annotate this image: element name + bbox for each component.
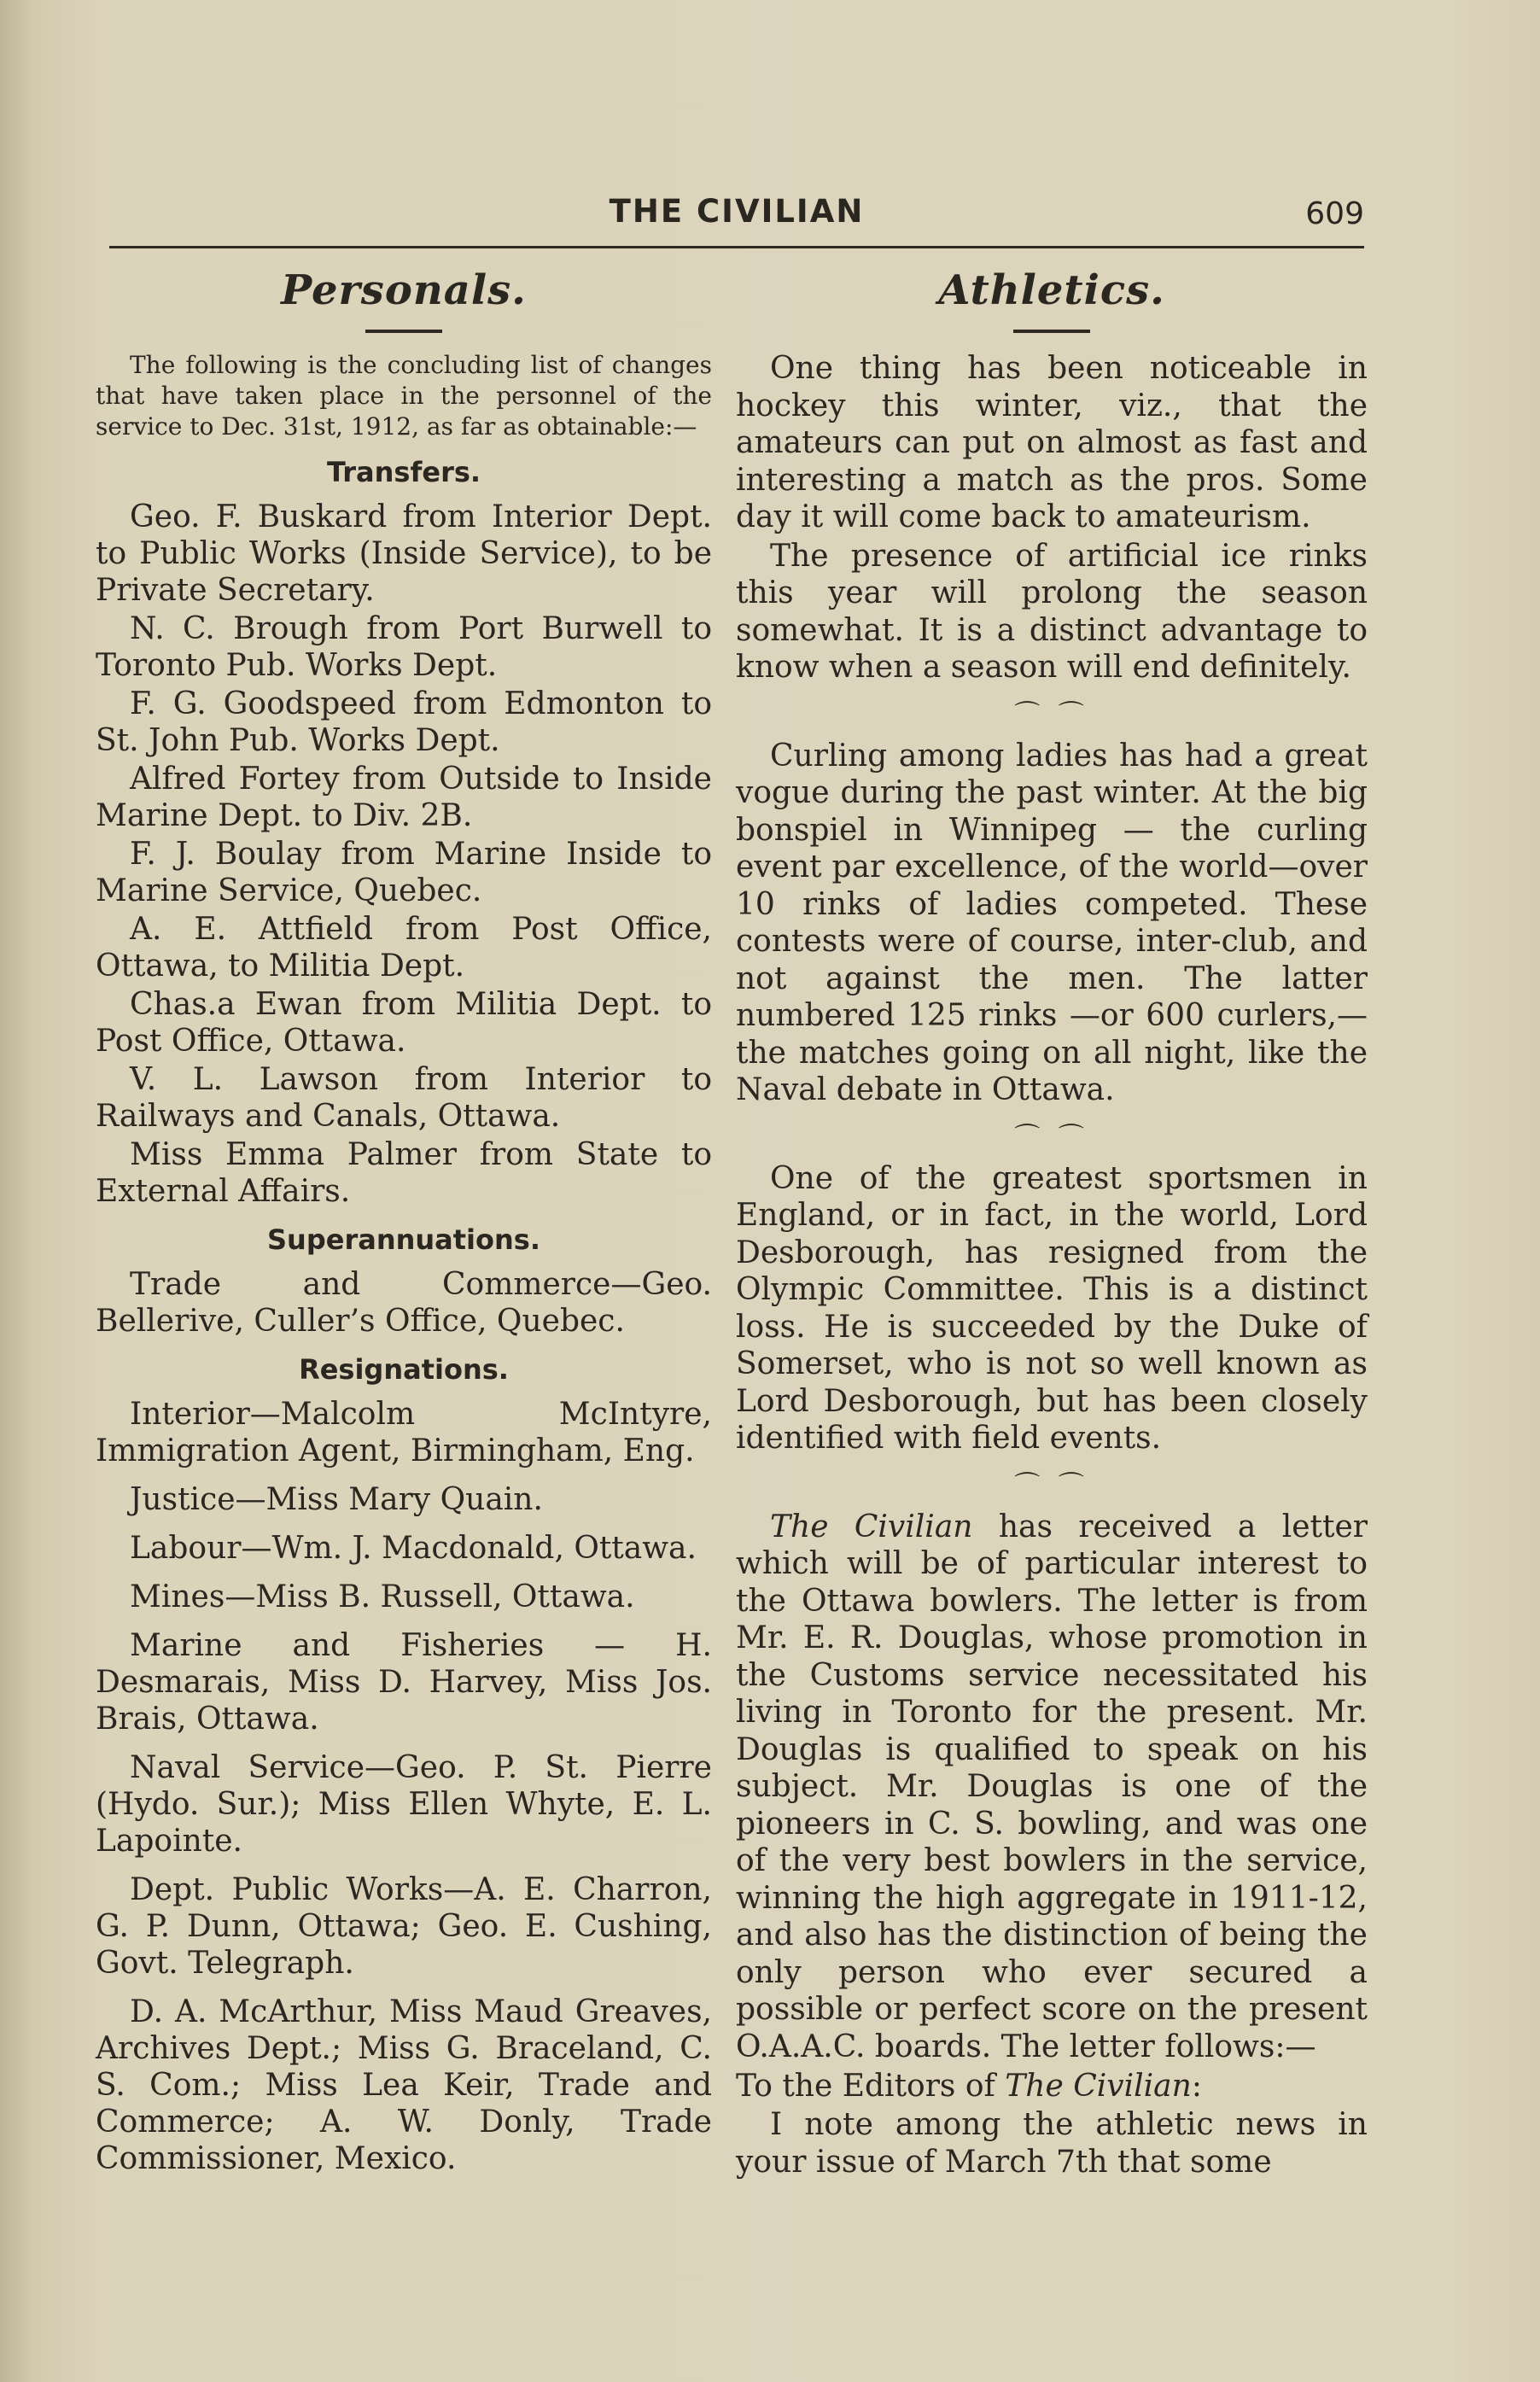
resignation-entry: Justice—Miss Mary Quain.	[130, 1482, 543, 1517]
transfer-entry: V. L. Lawson from Interior to Railways and Canals, Ottawa.	[96, 1062, 712, 1134]
header-rule	[109, 246, 1364, 248]
superannuations-heading: Superannuations.	[267, 1223, 540, 1256]
resignation-entry: Marine and Fisheries — H. Desmarais, Miss D. Harvey, Miss Jos. Brais, Ottawa.	[96, 1628, 712, 1737]
transfer-entry: Alfred Fortey from Outside to Inside Marine Dept. to Div. 2B.	[96, 762, 712, 833]
transfer-entry: F. G. Goodspeed from Edmonton to St. John Pub. Works Dept.	[96, 686, 712, 758]
salutation-suffix: :	[1191, 2069, 1202, 2104]
transfer-entry: Chas.a Ewan from Militia Dept. to Post Office, Ottawa.	[96, 987, 712, 1059]
salutation-prefix: To the Editors of	[736, 2069, 1006, 2104]
resignation-entry: D. A. McArthur, Miss Maud Greaves, Archives Dept.; Miss G. Braceland, C. S. Com.; Miss Lea Keir, Trade and Commerce; A. W. Donly, Trade Commissioner, Mexico.	[96, 1994, 712, 2176]
transfers-heading: Transfers.	[326, 456, 481, 488]
resignations-heading: Resignations.	[299, 1353, 509, 1386]
publication-title: THE CIVILIAN	[609, 193, 865, 230]
athletics-paragraph: One of the greatest sportsmen in England, or in fact, in the world, Lord Desborough, has resigned from the Olympic Committee. This is a distinct loss. He is succeeded by the Duke of Somerset, who is not so well known as Lord Desborough, but has been closely identified with field events.	[736, 1160, 1368, 1456]
athletics-column	[736, 256, 1368, 2182]
superannuation-entry: Trade and Commerce—Geo. Bellerive, Culler’s Office, Quebec.	[96, 1267, 712, 1339]
transfer-entry: N. C. Brough from Port Burwell to Toronto Pub. Works Dept.	[96, 611, 712, 683]
athletics-paragraph: The presence of artificial ice rinks this year will prolong the season somewhat. It is a distinct advantage to know when a season will end definitely.	[736, 538, 1368, 685]
transfer-entry: Geo. F. Buskard from Interior Dept. to Public Works (Inside Service), to be Private Secretary.	[96, 499, 712, 608]
resignation-entry: Interior—Malcolm McIntyre, Immigration Agent, Birmingham, Eng.	[96, 1397, 712, 1468]
transfer-entry: Miss Emma Palmer from State to External Affairs.	[96, 1137, 712, 1209]
letter-intro-paragraph	[736, 1509, 1368, 2066]
transfer-entry: A. E. Attfield from Post Office, Ottawa, to Militia Dept.	[96, 912, 712, 984]
transfer-entry: F. J. Boulay from Marine Inside to Marine Service, Quebec.	[96, 837, 712, 908]
athletics-heading: Athletics.	[938, 266, 1165, 314]
letter-salutation	[736, 2067, 1368, 2106]
page-header	[109, 190, 1364, 241]
page-number: 609	[1305, 196, 1364, 231]
personals-heading: Personals.	[281, 266, 527, 314]
athletics-paragraph: Curling among ladies has had a great vogue during the past winter. At the big bonspiel in Winnipeg — the curling event par excellence, of the world—over 10 rinks of ladies competed. These contests were of course, inter-club, and not against the men. The latter numbered 125 rinks —or 600 curlers,—the matches going on all night, like the Naval debate in Ottawa.	[736, 738, 1368, 1107]
heading-rule	[1013, 330, 1090, 333]
section-ornament: ⌒ ⌒	[1014, 699, 1089, 730]
heading-rule	[365, 330, 442, 333]
publication-name: The Civilian	[770, 1509, 973, 1544]
letter-intro-text: has received a letter which will be of particular interest to the Ottawa bowlers. The letter is from Mr. E. R. Douglas, whose promotion in the Customs service necessitated his living in Toronto for the present. Mr. Douglas is qualified to speak on his subject. Mr. Douglas is one of the pioneers in C. S. bowling, and was one of the very best bowlers in the service, winning the high aggregate in 1911-12, and also has the distinction of being the only person who ever secured a possible or perfect score on the present O.A.A.C. boards. The letter follows:—	[736, 1509, 1368, 2064]
section-ornament: ⌒ ⌒	[1014, 1122, 1089, 1153]
resignation-entry: Mines—Miss B. Russell, Ottawa.	[130, 1579, 635, 1614]
section-ornament: ⌒ ⌒	[1014, 1470, 1089, 1501]
salutation-publication: The Civilian	[1005, 2069, 1192, 2104]
personals-column	[96, 256, 712, 2179]
athletics-paragraph: One thing has been noticeable in hockey this winter, viz., that the amateurs can put on almost as fast and interesting a match as the pros. Some day it will come back to amateurism.	[736, 351, 1368, 534]
personals-intro: The following is the concluding list of changes that have taken place in the personnel of the service to Dec. 31st, 1912, as far as obtainable:—	[96, 351, 712, 441]
letter-body: I note among the athletic news in your issue of March 7th that some	[736, 2107, 1368, 2180]
resignation-entry: Labour—Wm. J. Macdonald, Ottawa.	[130, 1531, 697, 1566]
resignation-entry: Dept. Public Works—A. E. Charron, G. P. Dunn, Ottawa; Geo. E. Cushing, Govt. Telegraph.	[96, 1872, 712, 1981]
resignation-entry: Naval Service—Geo. P. St. Pierre (Hydo. Sur.); Miss Ellen Whyte, E. L. Lapointe.	[96, 1750, 712, 1859]
